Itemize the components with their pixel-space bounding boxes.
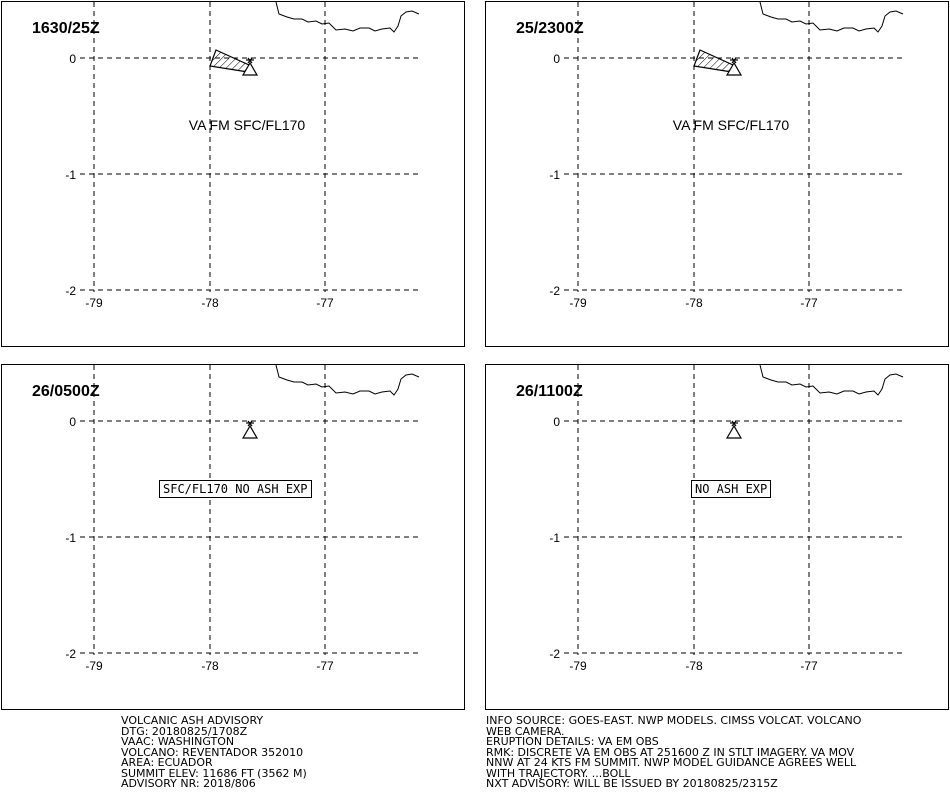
ash-cloud-polygon (210, 50, 249, 72)
lat-tick-label: 0 (69, 415, 76, 429)
boxed-forecast-label: SFC/FL170 NO ASH EXP (159, 480, 312, 498)
map-canvas (2, 2, 466, 348)
footer-line: WEB CAMERA. (486, 724, 565, 738)
lon-tick-label: -78 (685, 296, 703, 310)
footer-line: AREA: ECUADOR (121, 756, 213, 769)
lon-tick-label: -77 (800, 659, 818, 673)
panel-time-label: 26/1100Z (516, 383, 583, 400)
lat-tick-label: -1 (549, 531, 560, 545)
lon-tick-label: -79 (85, 296, 103, 310)
footer-line: SUMMIT ELEV: 11686 FT (3562 M) (121, 766, 307, 780)
lon-tick-label: -79 (85, 659, 103, 673)
lat-tick-label: -1 (65, 531, 76, 545)
lon-tick-label: -79 (569, 296, 587, 310)
map-canvas (486, 365, 950, 711)
map-panel-1 (1, 1, 465, 347)
lon-tick-label: -77 (316, 659, 334, 673)
lat-tick-label: -2 (65, 284, 76, 298)
lat-tick-label: -2 (65, 647, 76, 661)
footer-line: DTG: 20180825/1708Z (121, 724, 248, 738)
coastline (760, 2, 903, 32)
map-panel-2 (485, 1, 949, 347)
lon-tick-label: -77 (800, 296, 818, 310)
lat-tick-label: 0 (553, 52, 560, 66)
footer-line: RMK: DISCRETE VA EM OBS AT 251600 Z IN STLT IMAGERY. VA MOV (486, 745, 855, 759)
map-canvas (486, 2, 950, 348)
va-altitude-label: VA FM SFC/FL170 (188, 117, 306, 133)
map-panel-3 (1, 364, 465, 710)
map-canvas (2, 365, 466, 711)
lon-tick-label: -78 (201, 659, 219, 673)
panel-time-label: 26/0500Z (32, 383, 100, 400)
map-panel-4 (485, 364, 949, 710)
lat-tick-label: -1 (65, 168, 76, 182)
coastline (760, 365, 903, 395)
footer-line: VOLCANO: REVENTADOR 352010 (121, 745, 304, 759)
lat-tick-label: -1 (549, 168, 560, 182)
lon-tick-label: -78 (201, 296, 219, 310)
lat-tick-label: 0 (553, 415, 560, 429)
advisory-details-block (486, 716, 861, 790)
volcano-triangle-icon (243, 421, 257, 438)
va-altitude-label: VA FM SFC/FL170 (672, 117, 790, 133)
advisory-header-block (121, 716, 307, 790)
coastline (276, 2, 419, 32)
lon-tick-label: -78 (685, 659, 703, 673)
lon-tick-label: -77 (316, 296, 334, 310)
footer-line: NNW AT 24 KTS FM SUMMIT. NWP MODEL GUIDANCE AGREES WELL (486, 756, 857, 769)
footer-line: INFO SOURCE: GOES-EAST. NWP MODELS. CIMSS VOLCAT. VOLCANO (486, 714, 862, 727)
volcano-triangle-icon (727, 421, 741, 438)
lon-tick-label: -79 (569, 659, 587, 673)
footer-line: ADVISORY NR: 2018/806 (121, 777, 256, 790)
boxed-forecast-label: NO ASH EXP (691, 480, 771, 498)
ash-cloud-polygon (694, 50, 733, 72)
lat-tick-label: 0 (69, 52, 76, 66)
footer-line: WITH TRAJECTORY. ...BOLL (486, 766, 631, 780)
panel-time-label: 1630/25Z (32, 20, 100, 37)
footer-line: NXT ADVISORY: WILL BE ISSUED BY 20180825/2315Z (486, 777, 778, 790)
footer-line: VOLCANIC ASH ADVISORY (121, 714, 264, 727)
coastline (276, 365, 419, 395)
lat-tick-label: -2 (549, 284, 560, 298)
panel-time-label: 25/2300Z (516, 20, 584, 37)
footer-line: ERUPTION DETAILS: VA EM OBS (486, 735, 659, 748)
footer-line: VAAC: WASHINGTON (121, 735, 235, 748)
lat-tick-label: -2 (549, 647, 560, 661)
